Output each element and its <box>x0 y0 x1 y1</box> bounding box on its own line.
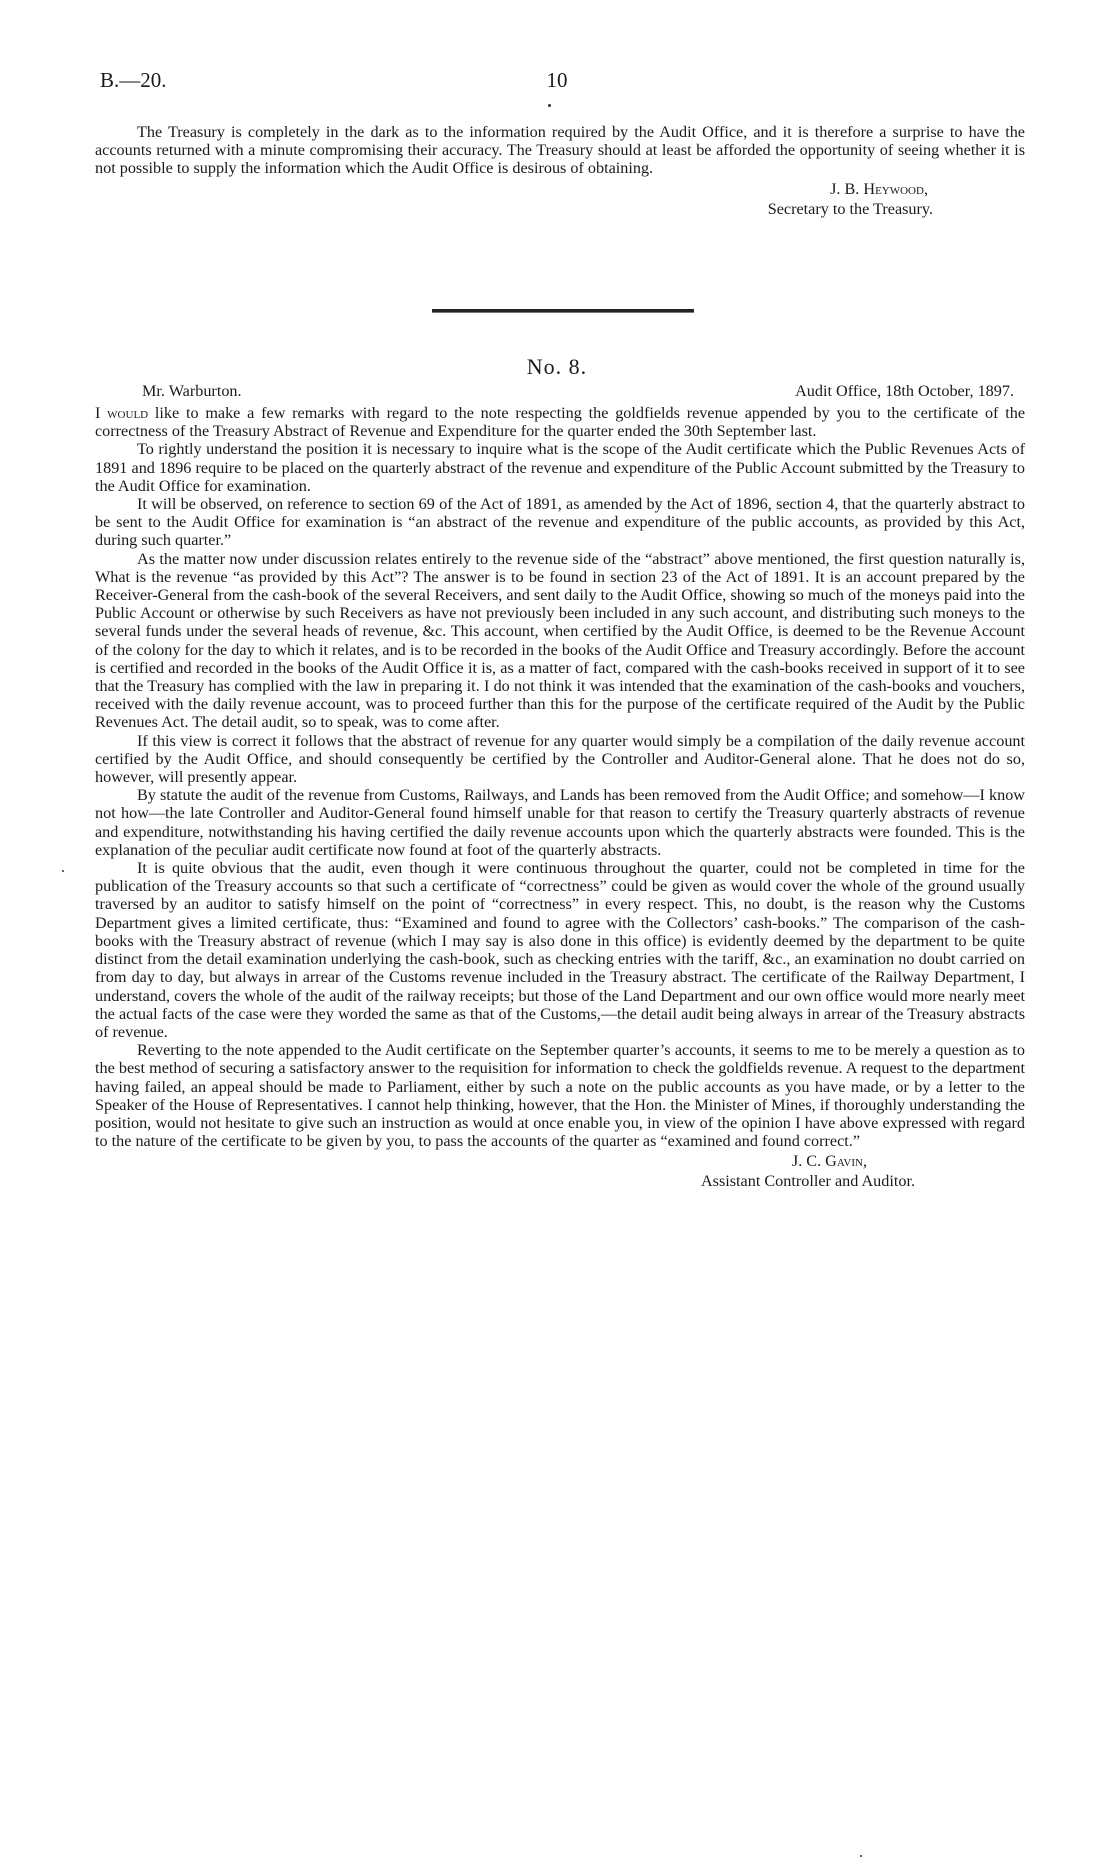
signature-title: Secretary to the Treasury. <box>767 199 933 218</box>
page-number: 10 <box>546 68 568 92</box>
margin-speck <box>62 870 64 872</box>
letter-paragraph: Reverting to the note appended to the Audit certificate on the September quarter’s accounts, it seems to me to be merely a question as to the best method of securing a satisfactory answer to the requisition for information to check the goldfields revenue. A request to the department having failed, an appeal should be made to Parliament, either by such a note on the public accounts as you have made, or by a letter to the Speaker of the House of Representatives. I cannot help thinking, however, that the Hon. the Minister of Mines, if thoroughly understanding the position, would not hesitate to give such an instruction as would at once enable you, in view of the opinion I have above expressed with regard to the nature of the certificate to be given by you, to pass the accounts of the quarter as “examined and found correct.” <box>95 1041 1025 1151</box>
addressee: Mr. Warburton. <box>142 382 242 400</box>
letter-paragraph: To rightly understand the position it is necessary to inquire what is the scope of the Audit certificate which the Public Revenues Acts of 1891 and 1896 require to be placed on the quarterly abstract of the revenue and expenditure of the Public Account submitted by the Treasury to the Audit Office for examination. <box>95 440 1025 495</box>
letter-paragraph: By statute the audit of the revenue from Customs, Railways, and Lands has been removed from the Audit Office; and somehow—I know not how—the late Controller and Auditor-General found himself unable for that reason to certify the Treasury quarterly abstracts of revenue and expenditure, notwithstanding his having certified the daily revenue accounts upon which the quarterly abstracts were founded. This is the explanation of the peculiar audit certificate now found at foot of the quarterly abstracts. <box>95 786 1025 859</box>
address-line <box>142 382 1014 402</box>
letter-signature <box>95 1151 1025 1191</box>
sender-location-date: Audit Office, 18th October, 1897. <box>795 382 1014 400</box>
letter-body <box>95 404 1025 1191</box>
ink-speck <box>548 104 551 107</box>
intro-section <box>95 123 1025 219</box>
bottom-speck <box>860 1855 862 1857</box>
document-reference: B.—20. <box>100 68 167 92</box>
letter-paragraph: If this view is correct it follows that the abstract of revenue for any quarter would simply be a compilation of the daily revenue account certified by the Audit Office, and should consequently be certified by the Controller and Auditor-General alone. That he does not do so, however, will presently appear. <box>95 731 1025 787</box>
section-divider <box>432 309 694 313</box>
signature-name: J. B. Heywood, <box>830 179 928 198</box>
page-header <box>100 68 1014 100</box>
letter-paragraph: It will be observed, on reference to section 69 of the Act of 1891, as amended by the Act of 1896, section 4, that the quarterly abstract to be sent to the Audit Office for examination is “an abstract of the revenue and expenditure of the public accounts, as provided by this Act, during such quarter.” <box>95 495 1025 550</box>
opening-word: I would <box>95 404 149 422</box>
intro-paragraph: The Treasury is completely in the dark as to the information required by the Audit Office, and it is therefore a surprise to have the accounts returned with a minute compromising their accuracy. The Treasury should at least be afforded the opportunity of seeing whether it is not possible to supply the information which the Audit Office is desirous of obtaining. <box>95 123 1025 178</box>
letter-paragraph: I would like to make a few remarks with regard to the note respecting the goldfields revenue appended by you to the certificate of the correctness of the Treasury Abstract of Revenue and Expenditure for the quarter ended the 30th September last. <box>95 404 1025 441</box>
letter-paragraph: It is quite obvious that the audit, even though it were continuous throughout the quarter, could not be completed in time for the publication of the Treasury accounts so that such a certificate of “correctness” could be given as would cover the whole of the ground usually traversed by an auditor to satisfy himself on the point of “correctness” in every respect. This, no doubt, is the reason why the Customs Department gives a limited certificate, thus: “Examined and found to agree with the Collectors’ cash-books.” The comparison of the cash-books with the Treasury abstract of revenue (which I may say is also done in this office) is evidently deemed by the department to be quite distinct from the detail examination underlying the cash-book, such as checking entries with the tariff, &c., an examination no doubt carried on from day to day, but always in arrear of the Customs revenue included in the Treasury abstract. The certificate of the Railway Department, I understand, covers the whole of the audit of the railway receipts; but those of the Land Department and our own office would more nearly meet the actual facts of the case were they worded the same as that of the Customs,—the detail audit being always in arrear of the Treasury abstracts of revenue. <box>95 859 1025 1041</box>
signature-name: J. C. Gavin, <box>791 1152 867 1171</box>
document-number: No. 8. <box>526 354 588 379</box>
signature-title: Assistant Controller and Auditor. <box>700 1172 915 1191</box>
letter-paragraph: As the matter now under discussion relates entirely to the revenue side of the “abstract” above mentioned, the first question naturally is, What is the revenue “as provided by this Act”? The answer is to be found in section 23 of the Act of 1891. It is an account prepared by the Receiver-General from the cash-book of the several Receivers, and sent daily to the Audit Office, showing so much of the moneys paid into the Public Account or otherwise by such Receivers as have not previously been included in any such account, and distributing such moneys to the several funds under the several heads of revenue, &c. This account, when certified by the Audit Office, is deemed to be the Revenue Account of the colony for the day to which it relates, and is to be recorded in the books of the Audit Office and Treasury accordingly. Before the account is certified and recorded in the books of the Audit Office it is, as a matter of fact, compared with the cash-books received in support of it to see that the Treasury has complied with the law in preparing it. I do not think it was intended that the examination of the cash-books and vouchers, received with the daily revenue account, was to proceed further than this for the purpose of the certificate required of the Audit by the Public Revenues Act. The detail audit, so to speak, was to come after. <box>95 549 1025 732</box>
intro-signature <box>95 179 1025 219</box>
